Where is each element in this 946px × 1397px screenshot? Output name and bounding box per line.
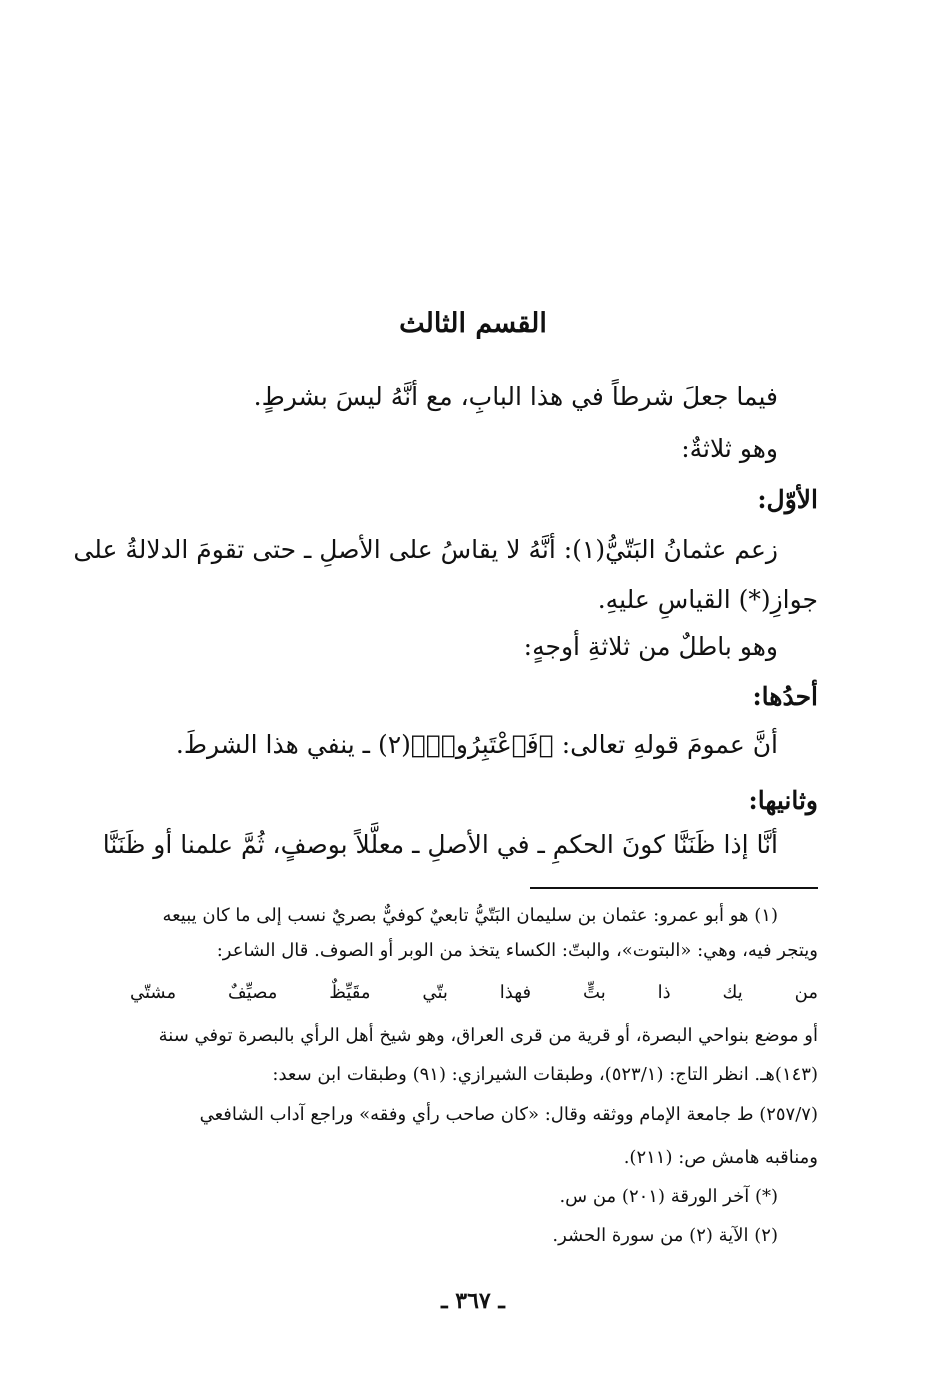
subheading-first: أحدُها: — [752, 682, 818, 711]
footnote-1-line-7: ومناقبه هامش ص: (٢١١). — [623, 1147, 818, 1168]
body-line-4: زعم عثمانُ البَتّيُّ(١): أنَّهُ لا يقاسُ على الأصلِ ـ حتى تقومَ الدلالةُ على — [73, 535, 778, 564]
footnote-1-line-4: أو موضع بنواحي البصرة، أو قرية من قرى العراق، وهو شيخ أهل الرأي بالبصرة توفي سنة — [158, 1025, 818, 1046]
footnote-1-line-5: (١٤٣)هـ. انظر التاج: (٥٢٣/١)، وطبقات الشيرازي: (٩١) وطبقات ابن سعد: — [272, 1064, 818, 1085]
page-number: ـ ٣٦٧ ـ — [441, 1288, 505, 1314]
body-line-2: وهو ثلاثةٌ: — [681, 434, 778, 463]
footnote-1-line-6: (٢٥٧/٧) ط جامعة الإمام ووثقه وقال: «كان صاحب رأي وفقه» وراجع آداب الشافعي — [199, 1104, 818, 1125]
body-line-10: أنَّا إذا ظَنَنَّا كونَ الحكمِ ـ في الأصلِ ـ معلَّلاً بوصفٍ، ثُمَّ علمنا أو ظَنَنَّا — [102, 830, 778, 859]
body-line-5: جوازِ(*) القياسِ عليهِ. — [597, 585, 818, 614]
section-first-heading: الأوّل: — [757, 485, 818, 514]
body-line-1: فيما جعلَ شرطاً في هذا البابِ، مع أنَّهُ ليسَ بشرطٍ. — [253, 382, 778, 411]
footnote-1-line-2: ويتجر فيه، وهي: «البتوت»، والبتّ: الكساء يتخذ من الوبر أو الصوف. قال الشاعر: — [216, 940, 818, 961]
footnote-1-line-1: (١) هو أبو عمرو: عثمان بن سليمان البَتّيُّ تابعيٌ كوفيٌّ بصريٌ نسب إلى ما كان يبيعه — [162, 905, 778, 926]
footnote-divider — [530, 887, 818, 889]
subheading-second: وثانيها: — [748, 786, 818, 815]
footnote-star: (*) آخر الورقة (٢٠١) من س. — [559, 1186, 778, 1207]
footnote-2: (٢) الآية (٢) من سورة الحشر. — [552, 1225, 778, 1246]
page-title: القسم الثالث — [399, 308, 547, 339]
body-line-8: أنَّ عمومَ قولهِ تعالى: ﴿فَٱعْتَبِرُوا۟﴾(٢) ـ ينفي هذا الشرطَ. — [175, 730, 778, 759]
body-line-6: وهو باطلٌ من ثلاثةِ أوجهٍ: — [523, 632, 778, 661]
footnote-1-poem: من يك ذا بتٍّ فهذا بتّي مقَيِّظٌ مصيِّفٌ مشتّي — [130, 982, 818, 1003]
